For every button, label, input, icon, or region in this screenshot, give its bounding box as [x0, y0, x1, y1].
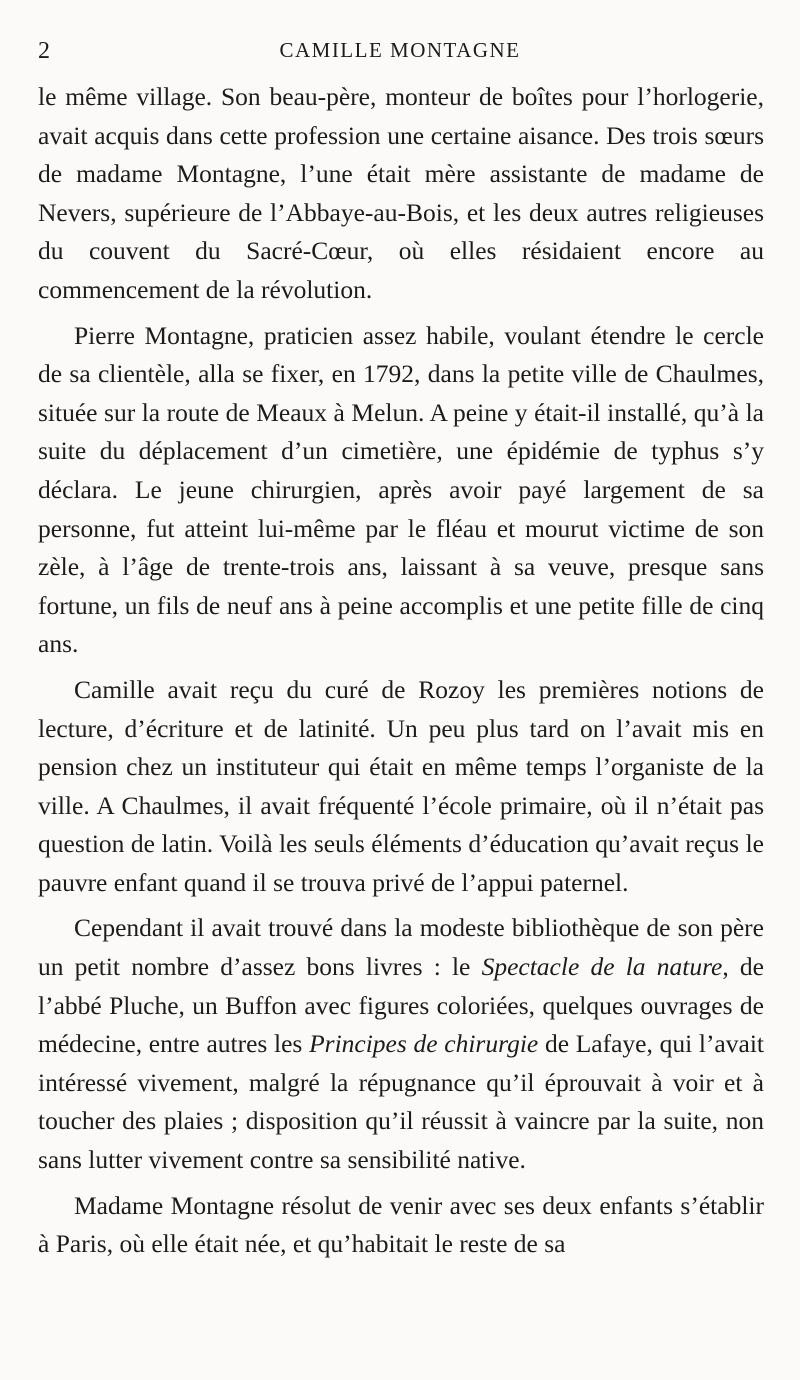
running-head	[38, 30, 762, 64]
paragraph-segment: de Lafaye, qui l’avait intéressé vivement, malgré la répugnance qu’il éprouvait à voir et à toucher des plaies ; disposition qu’il réussit à vaincre par la suite, non sans lutter vivement contre sa sensibilité native.	[38, 1029, 764, 1175]
paragraph-library-books	[38, 909, 764, 1179]
paragraph-move-to-paris: Madame Montagne résolut de venir avec ses deux enfants s’établir à Paris, où elle était née, et qu’habitait le reste de sa	[38, 1190, 764, 1259]
paragraph-segment: Cependant il avait trouvé dans la modeste bibliothèque de son père un petit nombre d’assez bons livres : le	[38, 913, 764, 982]
book-title-spectacle: Spectacle de la nature	[481, 952, 723, 982]
paragraph-continuation: le même village. Son beau-père, monteur de boîtes pour l’horlogerie, avait acquis dans cette profession une certaine aisance. Des trois sœurs de madame Montagne, l’une était mère assistante de madame de Nevers, supérieure de l’Abbaye-au-Bois, et les deux autres religieuses du couvent du Sacré-Cœur, où elles résidaient encore au commencement de la révolution.	[38, 82, 764, 304]
paragraph-segment: , de l’abbé Pluche, un Buffon avec figures coloriées, quelques ouvrages de médecine, entre autres les	[38, 952, 765, 1059]
body-text	[38, 78, 764, 1264]
page-number: 2	[38, 38, 50, 64]
book-title-principes: Principes de chirurgie	[309, 1029, 539, 1059]
paragraph-pierre-montagne: Pierre Montagne, praticien assez habile, voulant étendre le cercle de sa clientèle, alla se fixer, en 1792, dans la petite ville de Chaulmes, située sur la route de Meaux à Melun. A peine y était-il installé, qu’à la suite du déplacement d’un cimetière, une épidémie de typhus s’y déclara. Le jeune chirurgien, après avoir payé largement de sa personne, fut atteint lui-même par le fléau et mourut victime de son zèle, à l’âge de trente-trois ans, laissant à sa veuve, presque sans fortune, un fils de neuf ans à peine accomplis et une petite fille de cinq ans.	[38, 320, 764, 659]
paragraph-camille-education: Camille avait reçu du curé de Rozoy les premières notions de lecture, d’écriture et de latinité. Un peu plus tard on l’avait mis en pension chez un instituteur qui était en même temps l’organiste de la ville. A Chaulmes, il avait fréquenté l’école primaire, où il n’était pas question de latin. Voilà les seuls éléments d’éducation qu’avait reçus le pauvre enfant quand il se trouva privé de l’appui paternel.	[38, 674, 764, 897]
running-title: CAMILLE MONTAGNE	[279, 38, 521, 62]
